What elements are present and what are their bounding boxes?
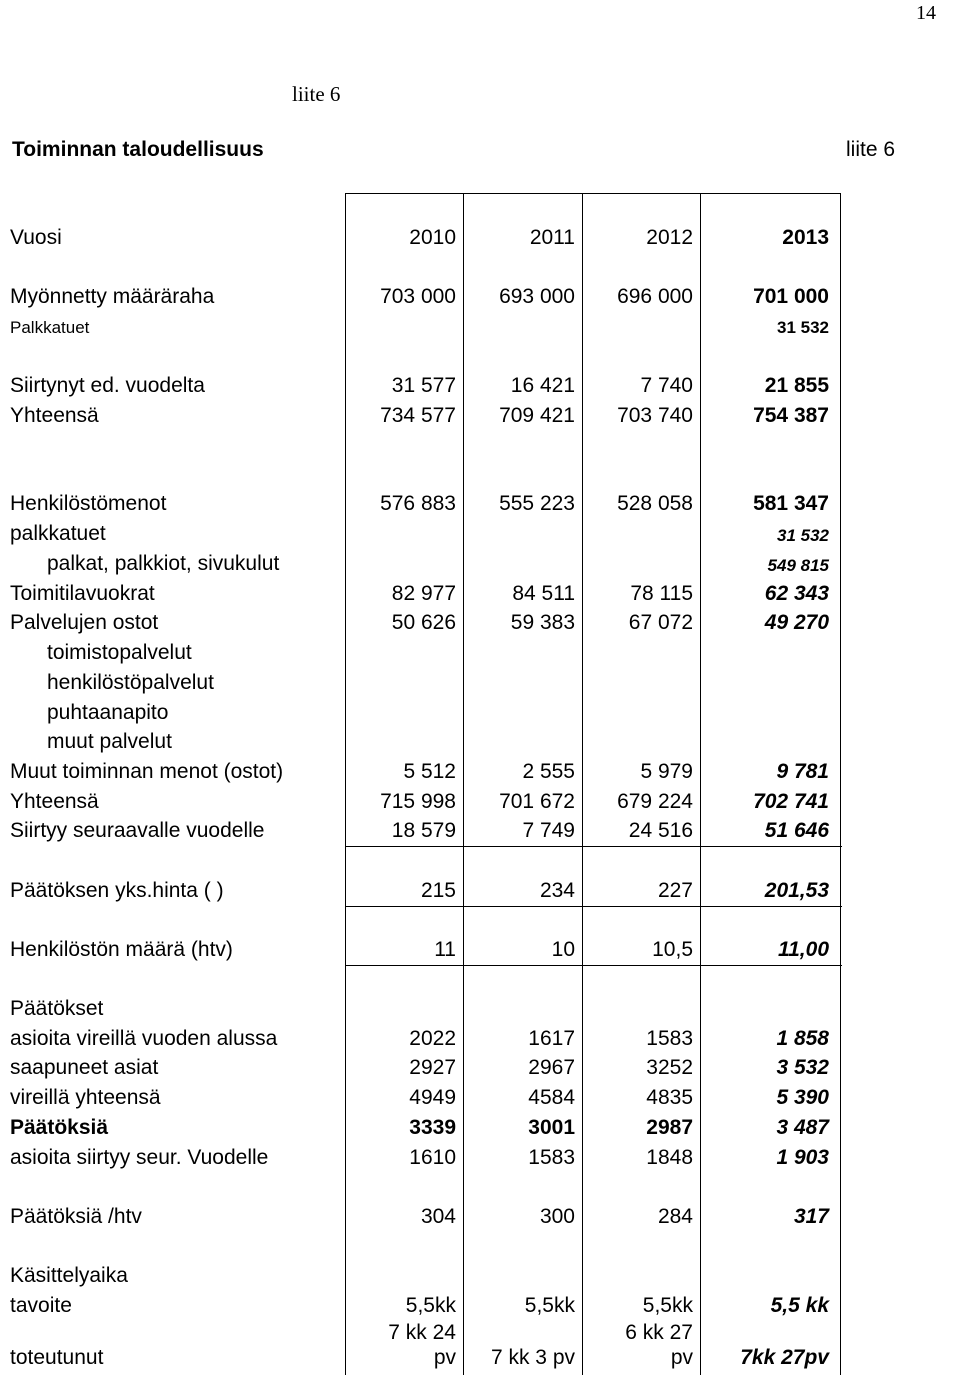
cell-2010: 82 977 [391,582,456,605]
cell-2012: 2987 [646,1116,693,1139]
table-row [0,1205,960,1234]
cell-2013: 2013 [782,226,829,249]
table-row [0,285,960,314]
cell-2010: 2010 [409,226,456,249]
cell-2010: 50 626 [391,611,456,634]
table-row [0,552,960,581]
table-row [0,760,960,789]
cell-2011: 2011 [529,226,575,249]
row-label: Päätökset [10,997,104,1020]
row-label: Päätöksiä /htv [10,1205,142,1228]
cell-2012: 24 516 [628,819,693,842]
cell-2013: 3 487 [776,1116,829,1139]
table-row [0,522,960,551]
table-row [0,1056,960,1085]
row-label: saapuneet asiat [10,1056,159,1079]
cell-2012: 3252 [646,1056,693,1079]
row-label: Yhteensä [10,790,99,813]
cell-2012: 703 740 [617,404,693,427]
cell-2010: 734 577 [380,404,456,427]
cell-2013: 701 000 [753,285,829,308]
table-row [0,641,960,670]
cell-2011: 5,5kk [524,1294,575,1317]
cell-2013: 201,53 [764,879,829,902]
cell-2012: 696 000 [617,285,693,308]
cell-2011: 2 555 [522,760,575,783]
cell-2013: 7kk 27pv [740,1346,829,1369]
page-number: 14 [916,2,936,24]
table-row [0,1294,960,1323]
cell-2010: 2927 [409,1056,456,1079]
cell-2013: 5 390 [776,1086,829,1109]
cell-2010-line2: pv [433,1346,456,1369]
cell-2011: 7 749 [522,819,575,842]
cell-2011: 1583 [528,1146,575,1169]
cell-2013: 51 646 [764,819,829,842]
cell-2011: 555 223 [499,492,575,515]
cell-2013: 62 343 [764,582,829,605]
cell-2011: 4584 [528,1086,575,1109]
appendix-label-top: liite 6 [292,82,341,106]
table-row [0,611,960,640]
row-label: toteutunut [10,1346,104,1369]
cell-2013: 49 270 [764,611,829,634]
row-label: palkat, palkkiot, sivukulut [47,552,280,575]
cell-2013: 702 741 [753,790,829,813]
row-label: Päätöksiä [10,1116,109,1139]
cell-2013: 1 903 [776,1146,829,1169]
cell-2011: 59 383 [510,611,575,634]
table-row [0,1086,960,1115]
table-row [0,492,960,521]
cell-2012: 5 979 [640,760,693,783]
row-label: Henkilöstömenot [10,492,167,515]
cell-2011: 1617 [528,1027,575,1050]
row-label: Henkilöstön määrä (htv) [10,938,233,961]
row-label: Palkkatuet [10,318,90,337]
cell-2010: 304 [420,1205,456,1228]
appendix-label-right: liite 6 [846,138,896,161]
cell-2011: 234 [539,879,575,902]
cell-2010: 703 000 [380,285,456,308]
cell-2011: 693 000 [499,285,575,308]
cell-2012: 679 224 [617,790,693,813]
cell-2013: 317 [793,1205,829,1228]
cell-2011: 84 511 [512,582,575,605]
table-top-border [345,193,841,194]
cell-2010: 1610 [409,1146,456,1169]
row-label: tavoite [10,1294,72,1317]
row-label: Myönnetty määräraha [10,285,215,308]
cell-2011: 7 kk 3 pv [490,1346,575,1369]
cell-2013: 21 855 [764,374,829,397]
row-label: Siirtynyt ed. vuodelta [10,374,205,397]
cell-2012: 4835 [646,1086,693,1109]
row-label: Palvelujen ostot [10,611,159,634]
row-label: Vuosi [10,226,62,249]
table-row [0,1264,960,1293]
cell-2012: 78 115 [630,582,693,605]
table-row [0,374,960,403]
table-row [0,879,960,908]
page-title: Toiminnan taloudellisuus [12,138,264,161]
cell-2011: 16 421 [510,374,575,397]
cell-2010: 2022 [409,1027,456,1050]
row-label: vireillä yhteensä [10,1086,161,1109]
cell-2013: 31 532 [777,318,829,337]
cell-2011: 709 421 [499,404,575,427]
row-label: Yhteensä [10,404,99,427]
cell-2013: 5,5 kk [770,1294,829,1317]
cell-2012: 2012 [646,226,693,249]
cell-2012-line1: 6 kk 27 [625,1321,693,1344]
cell-2013: 11,00 [778,938,829,961]
cell-2012: 7 740 [640,374,693,397]
cell-2010: 576 883 [380,492,456,515]
cell-2013: 1 858 [776,1027,829,1050]
cell-2010: 4949 [409,1086,456,1109]
row-label: henkilöstöpalvelut [47,671,214,694]
row-label: Käsittelyaika [10,1264,128,1287]
row-label: toimistopalvelut [47,641,192,664]
table-row [0,790,960,819]
cell-2012: 5,5kk [642,1294,693,1317]
row-label: asioita siirtyy seur. Vuodelle [10,1146,269,1169]
cell-2012-line2: pv [670,1346,693,1369]
row-label: muut palvelut [47,730,172,753]
cell-2012: 227 [657,879,693,902]
table-row [0,1346,960,1375]
cell-2012: 528 058 [617,492,693,515]
table-row [0,730,960,759]
row-label: Toimitilavuokrat [10,582,155,605]
cell-2010: 31 577 [391,374,456,397]
cell-2013: 754 387 [753,404,829,427]
cell-2010-line1: 7 kk 24 [388,1321,456,1344]
cell-2010: 215 [420,879,456,902]
cell-2011: 701 672 [499,790,575,813]
table-row [0,938,960,967]
cell-2012: 284 [657,1205,693,1228]
table-row [0,819,960,848]
cell-2010: 18 579 [391,819,456,842]
cell-2010: 5 512 [403,760,456,783]
row-label: Siirtyy seuraavalle vuodelle [10,819,265,842]
cell-2010: 11 [434,938,456,961]
table-row [0,1116,960,1145]
cell-2010: 715 998 [380,790,456,813]
row-label: Muut toiminnan menot (ostot) [10,760,284,783]
cell-2011: 10 [551,938,575,961]
cell-2011: 2967 [528,1056,575,1079]
cell-2012: 1848 [646,1146,693,1169]
cell-2013: 3 532 [776,1056,829,1079]
cell-2010: 5,5kk [405,1294,456,1317]
row-label: palkkatuet [10,522,106,545]
cell-2013: 549 815 [767,556,829,575]
table-row [0,1027,960,1056]
row-label: puhtaanapito [47,701,169,724]
row-label: asioita vireillä vuoden alussa [10,1027,278,1050]
cell-2012: 10,5 [652,938,693,961]
cell-2012: 67 072 [628,611,693,634]
cell-2012: 1583 [646,1027,693,1050]
table-row [0,1146,960,1175]
table-row [0,404,960,433]
table-row [0,997,960,1026]
table-row [0,226,960,255]
cell-2013: 31 532 [777,526,829,545]
table-row [0,582,960,611]
cell-2011: 3001 [528,1116,575,1139]
cell-2011: 300 [539,1205,575,1228]
table-row [0,701,960,730]
table-row [0,671,960,700]
cell-2010: 3339 [409,1116,456,1139]
cell-2013: 581 347 [753,492,829,515]
table-row [0,318,960,347]
row-label: Päätöksen yks.hinta ( ) [10,879,224,902]
cell-2013: 9 781 [776,760,829,783]
